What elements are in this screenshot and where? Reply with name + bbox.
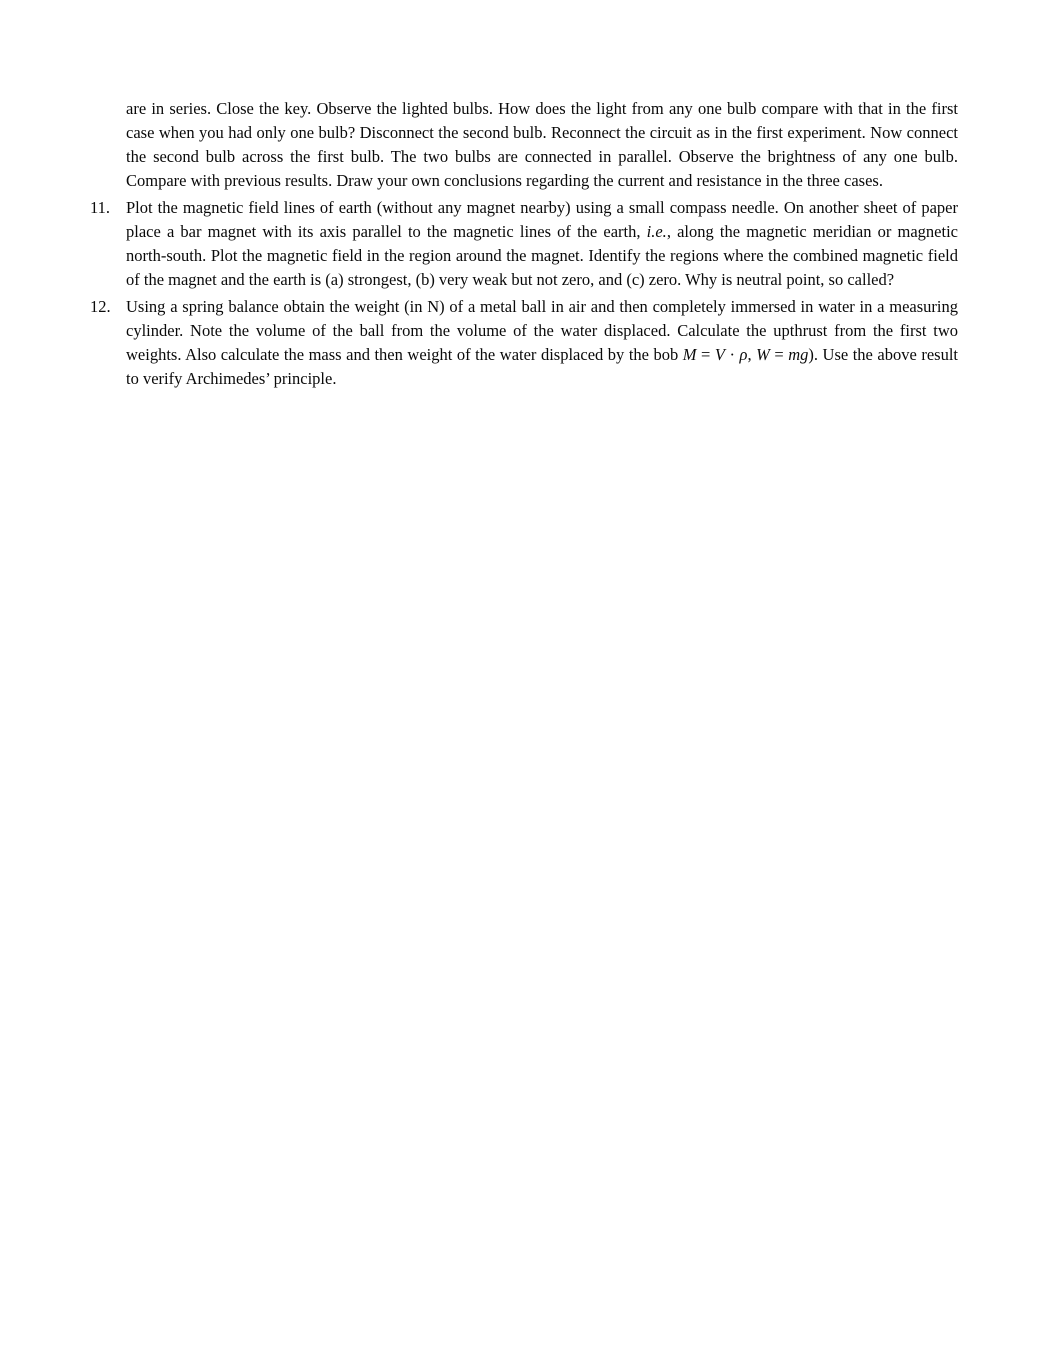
list-item — [90, 196, 958, 292]
continuation-paragraph — [90, 97, 958, 193]
exercise-list — [90, 97, 958, 391]
item-number: 12. — [90, 297, 111, 316]
item-text: Using a spring balance obtain the weight (in N) of a metal ball in air and then completely immersed in water in a measuring cylinder. Note the volume of the ball from the volume of the water displaced. Calculate the upthrust from the first two weights. Also calculate the mass and then weight of the water displaced by the bob M = V · ρ, W = mg). Use the above result to verify Archimedes’ principle. — [126, 297, 958, 388]
item-text: Plot the magnetic field lines of earth (without any magnet nearby) using a small compass needle. On another sheet of paper place a bar magnet with its axis parallel to the magnetic lines of the earth, i.e., along the magnetic meridian or magnetic north-south. Plot the magnetic field in the region around the magnet. Identify the regions where the combined magnetic field of the magnet and the earth is (a) strongest, (b) very weak but not zero, and (c) zero. Why is neutral point, so called? — [126, 198, 958, 289]
item-text: are in series. Close the key. Observe the lighted bulbs. How does the light from any one bulb compare with that in the first case when you had only one bulb? Disconnect the second bulb. Reconnect the circuit as in the first experiment. Now connect the second bulb across the first bulb. The two bulbs are connected in parallel. Observe the brightness of any one bulb. Compare with previous results. Draw your own conclusions regarding the current and resistance in the three cases. — [126, 99, 958, 190]
list-item — [90, 295, 958, 391]
item-number: 11. — [90, 198, 111, 217]
